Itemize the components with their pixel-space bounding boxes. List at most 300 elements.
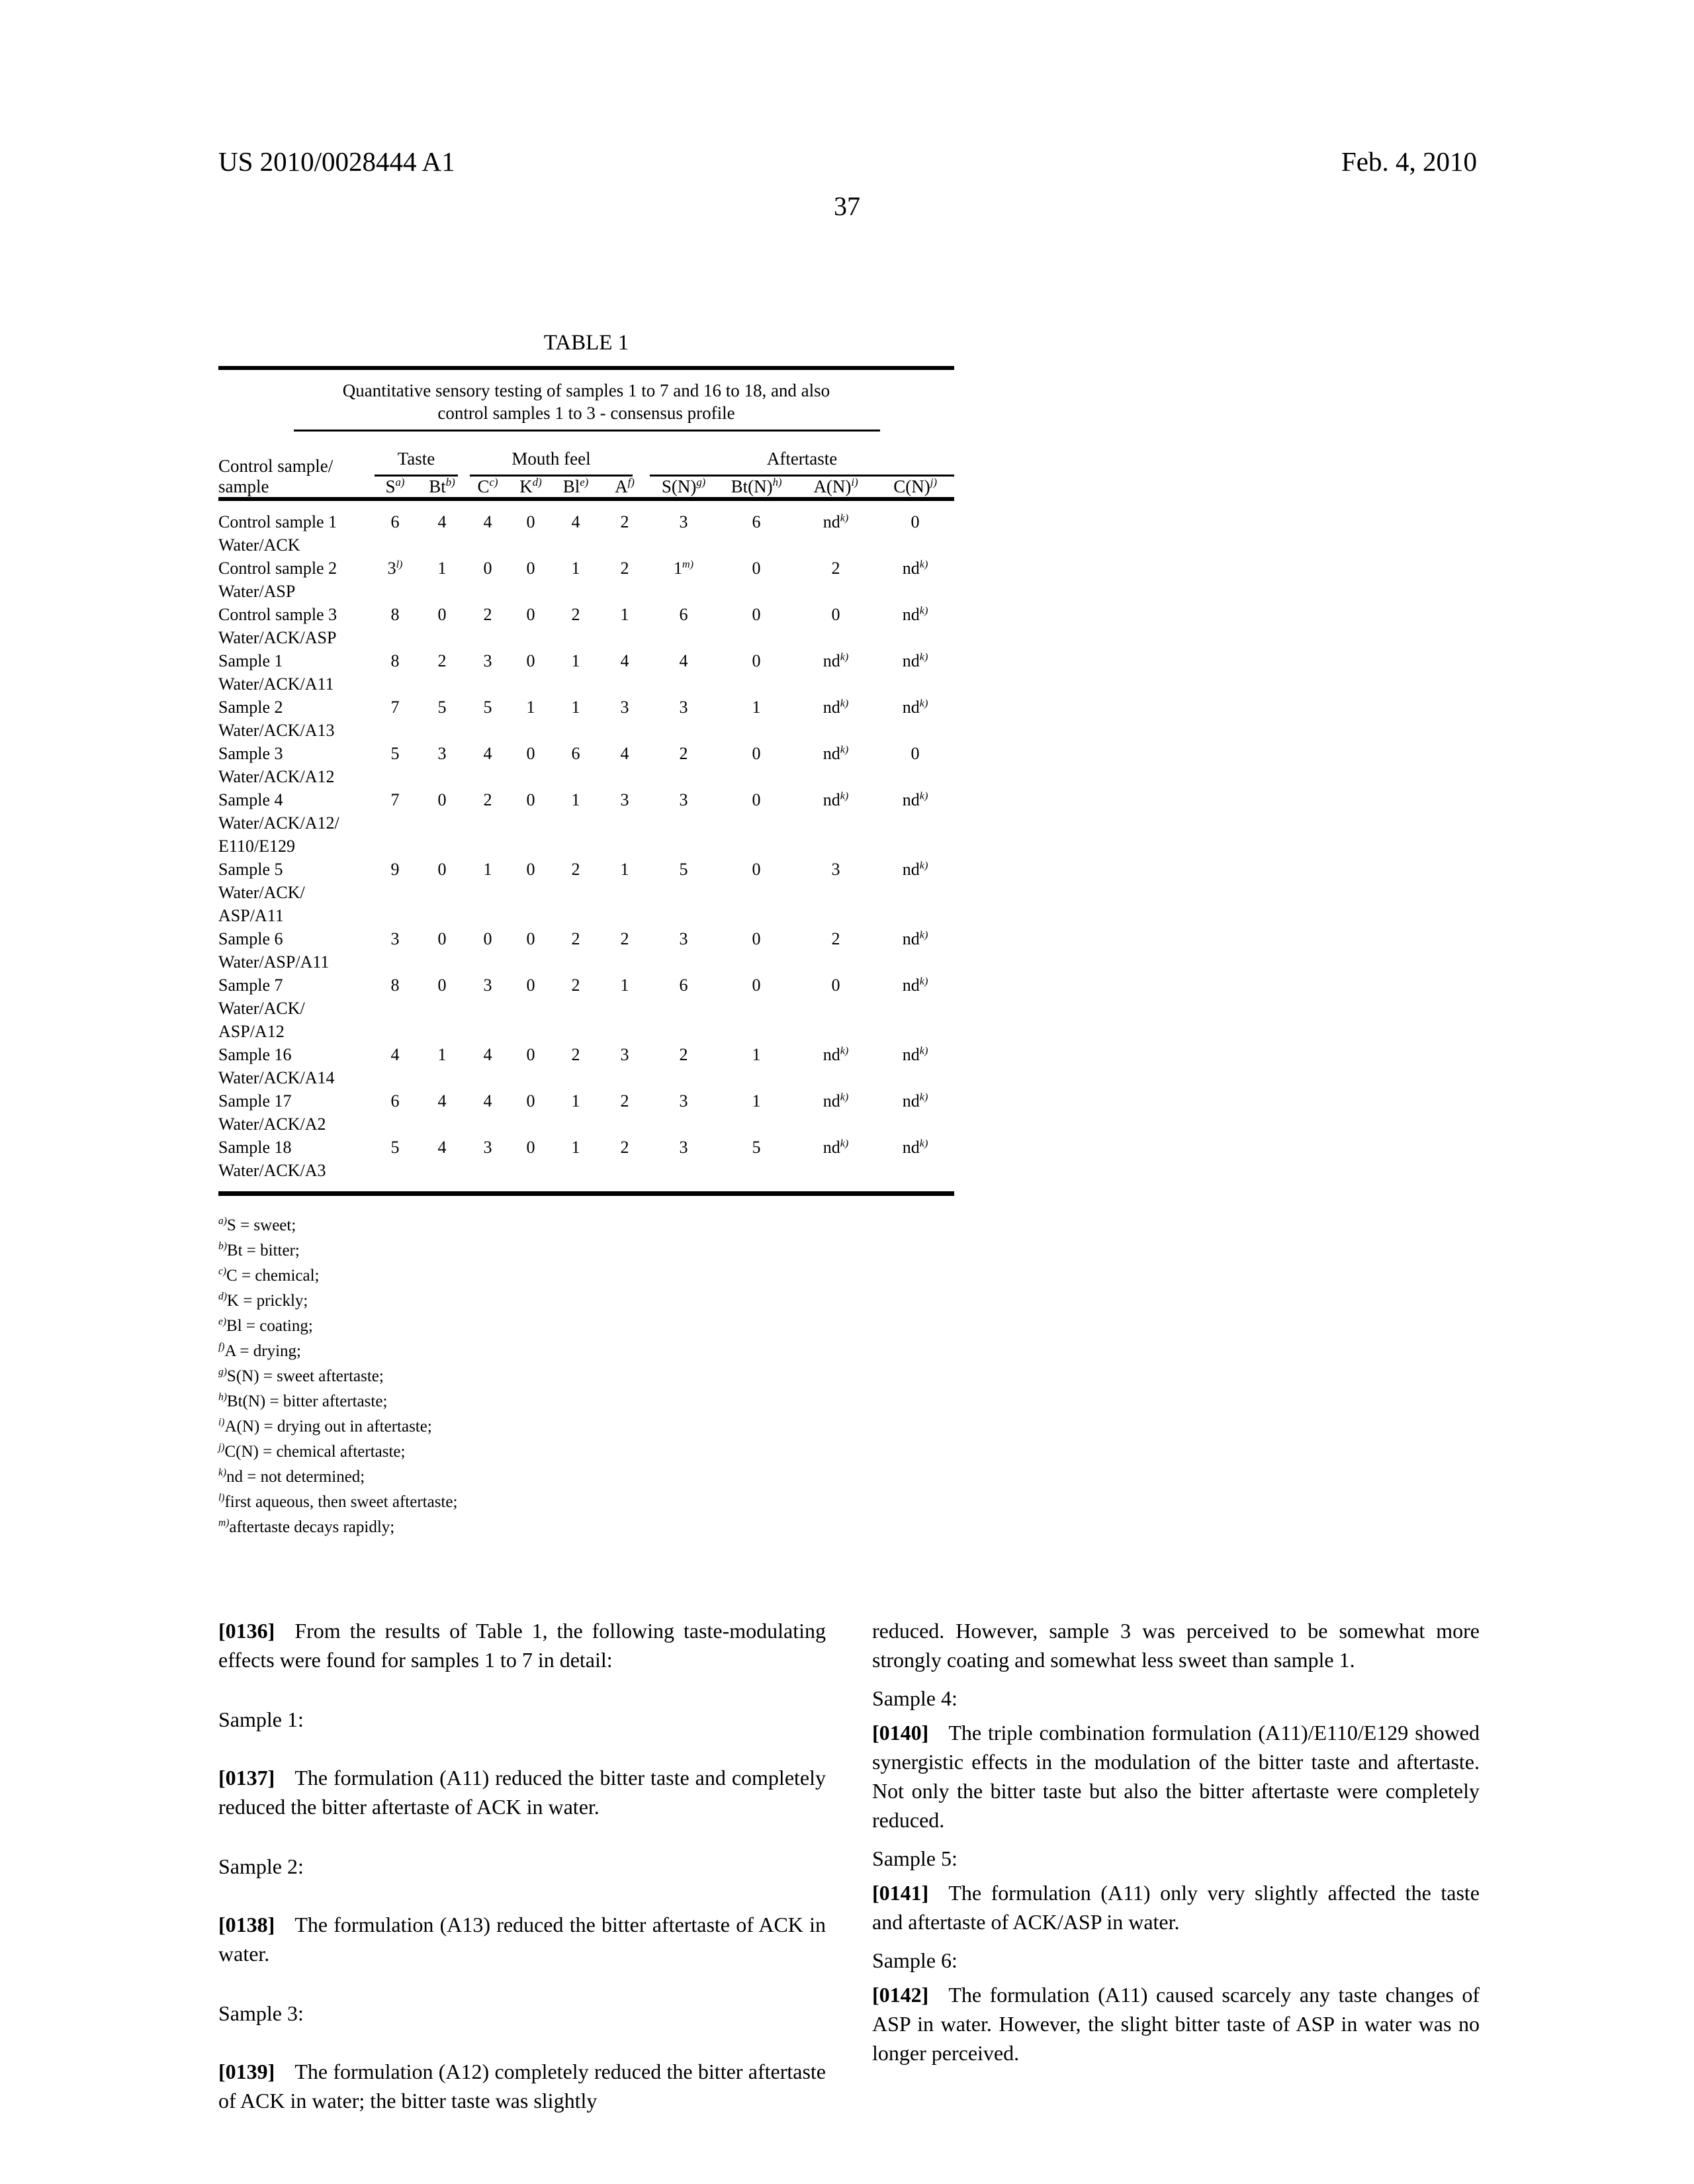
superscript-marker: k) [919, 1091, 928, 1103]
superscript-marker: k) [840, 744, 849, 756]
row-sample-name: Sample 17 [218, 1091, 292, 1111]
row-sample-name: Control sample 2 [218, 559, 337, 578]
composition-cell: Water/ACK/ [218, 883, 305, 902]
footnote-line [218, 1213, 954, 1238]
value-cell: 1 [620, 605, 629, 624]
composition-row [218, 950, 954, 974]
table-bottom-rule [218, 1191, 954, 1196]
footnote-text: first aqueous, then sweet aftertaste; [224, 1493, 458, 1511]
value-cell: 3 [390, 929, 400, 948]
value-cell: 0 [752, 860, 761, 879]
table-row [218, 927, 954, 950]
footnote-line [218, 1289, 954, 1314]
value-cell: 0 [437, 605, 447, 624]
paragraph [872, 1878, 1480, 1936]
table-top-rule [218, 366, 954, 370]
value-cell: 0 [526, 744, 535, 763]
footnote-text: A = drying; [224, 1342, 301, 1360]
value-cell: 3 [620, 698, 629, 717]
value-cell: 5 [679, 860, 688, 879]
table-row [218, 696, 954, 719]
value-cell: 7 [390, 790, 400, 809]
value-cell: 4 [620, 744, 629, 763]
superscript-marker: k) [919, 1045, 928, 1057]
value-cell: 1 [526, 698, 535, 717]
table-group-header-row [218, 449, 954, 477]
footnote-marker: a) [218, 1215, 227, 1227]
row-header-top: Control sample/ [218, 456, 334, 476]
value-cell: $nd^{k)}$ [902, 698, 928, 717]
footnote-line [218, 1339, 954, 1364]
footnote-text: C = chemical; [226, 1267, 320, 1285]
composition-row [218, 533, 954, 557]
right-column [872, 1616, 1480, 2068]
value-cell: 8 [390, 605, 400, 624]
value-cell: 2 [620, 929, 629, 948]
value-cell: 1 [437, 559, 447, 578]
superscript-marker: k) [840, 1138, 849, 1150]
value-cell: $nd^{k)}$ [902, 860, 928, 879]
value-cell: $nd^{k)}$ [823, 1138, 849, 1157]
value-cell: 0 [526, 860, 535, 879]
value-cell: 0 [526, 651, 535, 670]
footnote-line [218, 1263, 954, 1289]
value-cell: 4 [620, 651, 629, 670]
superscript-marker: a) [395, 476, 405, 488]
group-mouthfeel-label: Mouth feel [470, 449, 633, 477]
superscript-marker: j) [930, 476, 937, 488]
superscript-marker: c) [489, 476, 498, 488]
superscript-marker: k) [919, 790, 928, 802]
row-sample-name: Sample 7 [218, 976, 283, 995]
value-cell: 1 [571, 1091, 580, 1111]
table-caption-line1: Quantitative sensory testing of samples 1 to 7 and 16 to 18, and also [342, 381, 830, 400]
value-cell: 5 [390, 1138, 400, 1157]
composition-row [218, 997, 954, 1020]
superscript-marker: k) [919, 651, 928, 663]
composition-cell: ASP/A12 [218, 1022, 285, 1041]
value-cell: 0 [831, 976, 840, 995]
value-cell: 0 [526, 1138, 535, 1157]
row-sample-name: Sample 5 [218, 860, 283, 879]
value-cell: 0 [831, 605, 840, 624]
paragraph-text: The formulation (A11) only very slightly affected the taste and aftertaste of ACK/ASP in water. [872, 1881, 1480, 1934]
value-cell: 2 [571, 976, 580, 995]
composition-row [218, 904, 954, 927]
composition-cell: Water/ACK/A13 [218, 721, 335, 740]
value-cell: 2 [571, 605, 580, 624]
paragraph [218, 1910, 826, 1968]
value-cell: 6 [390, 512, 400, 531]
value-cell: $nd^{k)}$ [823, 790, 849, 809]
value-cell: 0 [526, 790, 535, 809]
row-sample-name: Control sample 1 [218, 512, 337, 531]
paragraph-text: The formulation (A13) reduced the bitter aftertaste of ACK in water. [218, 1913, 826, 1966]
value-cell: 0 [911, 744, 920, 763]
composition-cell: Water/ACK/A3 [218, 1161, 326, 1180]
value-cell: 0 [526, 929, 535, 948]
sample-heading: Sample 4: [872, 1686, 958, 1710]
composition-cell: Water/ACK/A11 [218, 674, 334, 694]
value-cell: 0 [752, 976, 761, 995]
value-cell: 3 [483, 976, 492, 995]
value-cell: 2 [483, 790, 492, 809]
composition-row [218, 765, 954, 788]
table-row [218, 788, 954, 811]
value-cell: 0 [437, 860, 447, 879]
footnote-line [218, 1389, 954, 1414]
composition-row [218, 881, 954, 904]
paragraph-text: The formulation (A11) caused scarcely any taste changes of ASP in water. However, the slight bitter taste of ASP in water was no longer perceived. [872, 1983, 1480, 2065]
value-cell: 3$^{l)}$ [387, 559, 403, 578]
composition-cell: Water/ACK/A2 [218, 1115, 326, 1134]
value-cell: 6 [679, 976, 688, 995]
superscript-marker: f) [627, 476, 635, 488]
row-sample-name: Sample 16 [218, 1045, 292, 1064]
row-sample-name: Sample 6 [218, 929, 283, 948]
value-cell: 1 [571, 790, 580, 809]
value-cell: 2 [483, 605, 492, 624]
value-cell: $nd^{k)}$ [823, 651, 849, 670]
table-row [218, 649, 954, 672]
caption-rule [294, 430, 880, 432]
footnote-marker: f) [218, 1341, 225, 1353]
footnote-text: aftertaste decays rapidly; [229, 1518, 395, 1536]
superscript-marker: k) [919, 698, 928, 709]
group-taste-label: Taste [375, 449, 458, 477]
footnote-line [218, 1490, 954, 1515]
paragraph [872, 1616, 1480, 1674]
footnote-marker: j) [218, 1441, 225, 1453]
paragraph-text: reduced. However, sample 3 was perceived to be somewhat more strongly coating and somewhat less sweet than sample 1. [872, 1619, 1480, 1672]
footnote-marker: m) [218, 1517, 230, 1529]
value-cell: 4 [390, 1045, 400, 1064]
value-cell: 2 [571, 1045, 580, 1064]
value-cell: 6 [679, 605, 688, 624]
superscript-marker: k) [840, 512, 849, 524]
composition-cell: ASP/A11 [218, 906, 284, 925]
value-cell: 0 [526, 605, 535, 624]
footnote-line [218, 1238, 954, 1263]
value-cell: 0 [483, 929, 492, 948]
composition-row [218, 580, 954, 603]
composition-row [218, 1113, 954, 1136]
superscript-marker: k) [919, 559, 928, 570]
value-cell: 3 [437, 744, 447, 763]
footnote-text: A(N) = drying out in aftertaste; [224, 1418, 432, 1435]
value-cell: 2 [620, 512, 629, 531]
value-cell: 0 [526, 559, 535, 578]
publication-date: Feb. 4, 2010 [1341, 146, 1477, 177]
paragraph [872, 1718, 1480, 1835]
composition-row [218, 626, 954, 649]
value-cell: 6 [390, 1091, 400, 1111]
value-cell: $nd^{k)}$ [902, 1091, 928, 1111]
col-header-3: $K^{d)}$ [510, 477, 552, 499]
composition-cell: Water/ACK/ [218, 999, 305, 1018]
value-cell: 1 [620, 976, 629, 995]
footnote-text: nd = not determined; [226, 1468, 365, 1486]
composition-cell: Water/ACK/A14 [218, 1068, 335, 1087]
composition-row [218, 672, 954, 696]
sample-heading: Sample 1: [218, 1707, 304, 1731]
col-header-0: $S^{a)}$ [372, 477, 418, 499]
group-taste [372, 449, 466, 477]
group-aftertaste [650, 449, 954, 477]
value-cell: 0 [752, 929, 761, 948]
value-cell: 1 [752, 1045, 761, 1064]
table-row [218, 742, 954, 765]
table-row [218, 1043, 954, 1066]
footnote-marker: g) [218, 1366, 227, 1378]
superscript-marker: m) [682, 559, 694, 570]
value-cell: 4 [483, 1091, 492, 1111]
table-row [218, 1136, 954, 1159]
value-cell: 4 [483, 512, 492, 531]
value-cell: 0 [526, 1045, 535, 1064]
paragraph-tag: [0137] [218, 1766, 275, 1790]
col-header-5: $A^{f)}$ [600, 477, 650, 499]
value-cell: 8 [390, 651, 400, 670]
value-cell: 0 [911, 512, 920, 531]
composition-cell: Water/ASP [218, 582, 296, 601]
value-cell: 3 [679, 512, 688, 531]
value-cell: $nd^{k)}$ [902, 651, 928, 670]
value-cell: $nd^{k)}$ [902, 790, 928, 809]
footnote-marker: k) [218, 1467, 227, 1479]
value-cell: 6 [752, 512, 761, 531]
superscript-marker: e) [580, 476, 589, 488]
row-sample-name: Sample 3 [218, 744, 283, 763]
value-cell: 0 [526, 976, 535, 995]
group-mouthfeel [466, 449, 650, 477]
paragraph-tag: [0139] [218, 2060, 275, 2083]
footnote-marker: h) [218, 1391, 227, 1403]
patent-number: US 2010/0028444 A1 [218, 146, 455, 177]
value-cell: 1 [752, 698, 761, 717]
composition-cell: Water/ACK/A12/ [218, 813, 339, 833]
sample-heading: Sample 6: [872, 1948, 958, 1972]
superscript-marker: k) [840, 1045, 849, 1057]
superscript-marker: k) [919, 929, 928, 941]
row-sample-name: Sample 18 [218, 1138, 292, 1157]
paragraph-tag: [0140] [872, 1721, 929, 1745]
footnote-text: Bl = coating; [226, 1317, 313, 1335]
value-cell: $nd^{k)}$ [823, 512, 849, 531]
composition-row [218, 1020, 954, 1043]
composition-cell: Water/ACK/A12 [218, 767, 335, 786]
value-cell: 4 [571, 512, 580, 531]
superscript-marker: d) [532, 476, 542, 488]
page-header [218, 146, 1477, 177]
superscript-marker: k) [919, 976, 928, 987]
table-row [218, 499, 954, 533]
value-cell: 4 [679, 651, 688, 670]
value-cell: $nd^{k)}$ [823, 744, 849, 763]
value-cell: 4 [437, 1138, 447, 1157]
value-cell: 2 [679, 1045, 688, 1064]
value-cell: 7 [390, 698, 400, 717]
value-cell: 3 [831, 860, 840, 879]
table-title: TABLE 1 [543, 331, 629, 355]
value-cell: 3 [483, 1138, 492, 1157]
value-cell: 5 [390, 744, 400, 763]
composition-row [218, 811, 954, 835]
paragraph-tag: [0141] [872, 1881, 929, 1905]
superscript-marker: k) [840, 651, 849, 663]
superscript-marker: k) [919, 860, 928, 872]
value-cell: 0 [752, 744, 761, 763]
footnote-text: S = sweet; [226, 1216, 296, 1234]
row-sample-name: Sample 2 [218, 698, 283, 717]
footnote-line [218, 1465, 954, 1490]
row-sample-name: Sample 1 [218, 651, 283, 670]
composition-row [218, 1159, 954, 1182]
footnote-marker: e) [218, 1316, 227, 1328]
value-cell: 1 [752, 1091, 761, 1111]
footnote-text: Bt = bitter; [226, 1242, 300, 1259]
superscript-marker: k) [919, 605, 928, 617]
paragraph-text: From the results of Table 1, the following taste-modulating effects were found for samples 1 to 7 in detail: [218, 1619, 826, 1672]
superscript-marker: i) [851, 476, 858, 488]
composition-row [218, 1066, 954, 1089]
value-cell: 0 [526, 1091, 535, 1111]
footnote-marker: l) [218, 1492, 225, 1504]
value-cell: 3 [679, 790, 688, 809]
footnote-text: K = prickly; [226, 1292, 308, 1310]
superscript-marker: k) [919, 1138, 928, 1150]
value-cell: 9 [390, 860, 400, 879]
value-cell: 0 [752, 790, 761, 809]
footnote-line [218, 1364, 954, 1389]
value-cell: 3 [620, 790, 629, 809]
paragraph [872, 1980, 1480, 2068]
row-sample-name: Control sample 3 [218, 605, 337, 624]
value-cell: 1 [571, 651, 580, 670]
sample-heading: Sample 2: [218, 1854, 304, 1878]
value-cell: 2 [571, 860, 580, 879]
value-cell: $nd^{k)}$ [902, 605, 928, 624]
table-row [218, 603, 954, 626]
paragraph-text: The triple combination formulation (A11)/E110/E129 showed synergistic effects in the modulation of the bitter taste and aftertaste. Not only the bitter taste but also the bitter aftertaste were completely reduced. [872, 1721, 1480, 1832]
value-cell: $nd^{k)}$ [823, 1091, 849, 1111]
col-header-8: $A(N)^{i)}$ [795, 477, 876, 499]
paragraph-text: The formulation (A11) reduced the bitter taste and completely reduced the bitter aftertaste of ACK in water. [218, 1766, 826, 1819]
col-header-1: Bt$^{b)}$ [418, 477, 466, 499]
value-cell: 2 [620, 1091, 629, 1111]
row-sample-name: Sample 4 [218, 790, 283, 809]
superscript-marker: k) [840, 698, 849, 709]
value-cell: $nd^{k)}$ [823, 1045, 849, 1064]
footnotes-block [218, 1213, 954, 1540]
value-cell: 2 [620, 559, 629, 578]
col-header-7: $Bt(N)^{h)}$ [717, 477, 795, 499]
table-row [218, 557, 954, 580]
value-cell: 3 [679, 698, 688, 717]
value-cell: 2 [831, 559, 840, 578]
footnote-line [218, 1314, 954, 1339]
composition-cell: E110/E129 [218, 837, 296, 856]
table-row [218, 1089, 954, 1113]
value-cell: 4 [483, 1045, 492, 1064]
value-cell: 0 [483, 559, 492, 578]
value-cell: 0 [437, 790, 447, 809]
value-cell: $nd^{k)}$ [902, 929, 928, 948]
value-cell: 1 [571, 559, 580, 578]
composition-cell: Water/ACK [218, 535, 300, 555]
value-cell: 5 [437, 698, 447, 717]
footnote-marker: d) [218, 1291, 227, 1302]
footnote-marker: c) [218, 1265, 227, 1277]
table-column-header-row [218, 477, 954, 499]
superscript-marker: b) [445, 476, 455, 488]
group-aftertaste-label: Aftertaste [650, 449, 954, 477]
sample-heading: Sample 3: [218, 2001, 304, 2025]
value-cell: $nd^{k)}$ [902, 1045, 928, 1064]
footnote-line [218, 1515, 954, 1540]
paragraph-tag: [0142] [872, 1983, 929, 2007]
value-cell: $nd^{k)}$ [902, 559, 928, 578]
composition-cell: Water/ASP/A11 [218, 952, 330, 972]
paragraph [218, 2057, 826, 2115]
paragraph-tag: [0136] [218, 1619, 275, 1643]
value-cell: $nd^{k)}$ [902, 1138, 928, 1157]
value-cell: 1 [437, 1045, 447, 1064]
value-cell: 6 [571, 744, 580, 763]
table-row [218, 858, 954, 881]
page-number: 37 [834, 191, 860, 221]
value-cell: 3 [679, 1091, 688, 1111]
value-cell: 1 [483, 860, 492, 879]
value-cell: 2 [437, 651, 447, 670]
footnote-marker: b) [218, 1240, 227, 1252]
value-cell: 1 [571, 698, 580, 717]
value-cell: 0 [752, 559, 761, 578]
footnote-marker: i) [218, 1416, 225, 1428]
value-cell: 0 [437, 976, 447, 995]
value-cell: 4 [437, 512, 447, 531]
composition-cell: Water/ACK/ASP [218, 628, 337, 647]
superscript-marker: k) [840, 1091, 849, 1103]
footnote-line [218, 1414, 954, 1439]
value-cell: 0 [752, 651, 761, 670]
superscript-marker: h) [772, 476, 782, 488]
value-cell: 0 [437, 929, 447, 948]
left-column [218, 1616, 826, 2115]
table-caption [218, 379, 954, 424]
value-cell: 0 [526, 512, 535, 531]
paragraph-text: The formulation (A12) completely reduced the bitter aftertaste of ACK in water; the bitter taste was slightly [218, 2060, 826, 2113]
value-cell: 4 [437, 1091, 447, 1111]
superscript-marker: g) [696, 476, 706, 488]
paragraph-tag: [0138] [218, 1913, 275, 1936]
footnote-text: S(N) = sweet aftertaste; [226, 1367, 384, 1385]
paragraph [218, 1616, 826, 1674]
composition-row [218, 719, 954, 742]
value-cell: $nd^{k)}$ [902, 976, 928, 995]
superscript-marker: k) [840, 790, 849, 802]
value-cell: $nd^{k)}$ [823, 698, 849, 717]
value-cell: 2 [679, 744, 688, 763]
value-cell: 5 [483, 698, 492, 717]
table-row [218, 974, 954, 997]
value-cell: 1 [571, 1138, 580, 1157]
value-cell: 5 [752, 1138, 761, 1157]
col-header-2: $C^{c)}$ [466, 477, 510, 499]
footnote-text: C(N) = chemical aftertaste; [224, 1443, 406, 1461]
table-caption-line2: control samples 1 to 3 - consensus profile [437, 403, 735, 423]
value-cell: 4 [483, 744, 492, 763]
